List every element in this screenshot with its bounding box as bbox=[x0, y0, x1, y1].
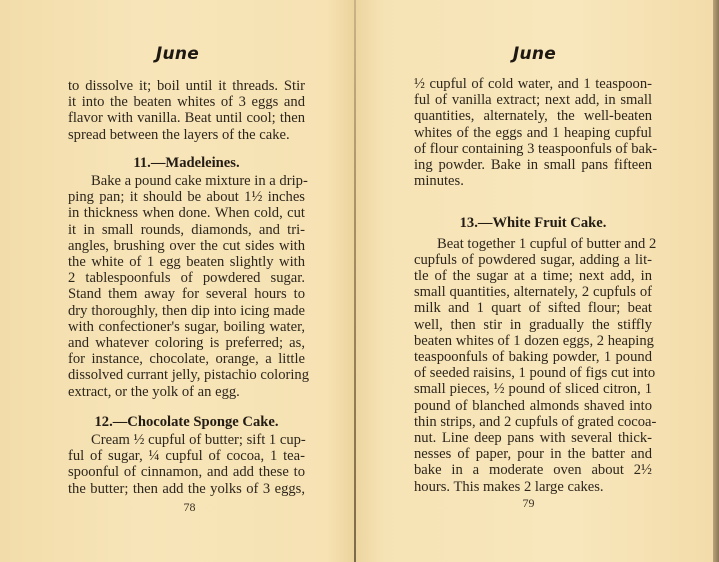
text-line: Bake a pound cake mixture in a drip- bbox=[91, 173, 308, 190]
text-line: teaspoonfuls of baking powder, 1 pound bbox=[414, 349, 652, 366]
recipe-title: 13.—White Fruit Cake. bbox=[459, 215, 607, 232]
text-line: small pieces, ½ pound of sliced citron, 1 bbox=[414, 381, 652, 398]
text-line: well, then stir in gradually the stiffly bbox=[414, 316, 652, 333]
text-line: flavor with vanilla. Beat until cool; then bbox=[68, 110, 305, 127]
text-line: ½ cupful of cold water, and 1 teaspoon- bbox=[414, 76, 652, 92]
text-line: beaten whites of 1 dozen eggs, 2 heaping bbox=[414, 332, 654, 349]
recipe-title: 11.—Madeleines. bbox=[133, 154, 240, 171]
text-line: it in small rounds, diamonds, and tri- bbox=[68, 221, 305, 238]
text-line: ping pan; it should be about 1½ inches bbox=[68, 189, 305, 206]
book-edge bbox=[713, 0, 719, 562]
text-line: cupfuls of powdered sugar, adding a lit- bbox=[414, 251, 652, 268]
text-line: extract, or the yolk of an egg. bbox=[68, 383, 240, 400]
text-line: to dissolve it; boil until it threads. Stir bbox=[68, 78, 305, 94]
text-line: bake in a moderate oven about 2½ bbox=[414, 462, 652, 479]
text-line: and whatever coloring is preferred; as, bbox=[68, 335, 305, 352]
running-header: June bbox=[512, 44, 557, 64]
text-line: ful of vanilla extract; next add, in small bbox=[414, 92, 652, 109]
text-line: Stand them away for several hours to bbox=[68, 286, 305, 303]
running-header: June bbox=[155, 44, 200, 64]
text-line: angles, brushing over the cut sides with bbox=[68, 237, 305, 254]
page-body bbox=[414, 76, 658, 495]
text-line: nesses of paper, pour in the batter and bbox=[414, 446, 652, 463]
text-line: it into the beaten whites of 3 eggs and bbox=[68, 94, 305, 111]
page-number: 78 bbox=[183, 500, 196, 514]
text-line: tle of the sugar at a time; next add, in bbox=[414, 268, 652, 285]
text-line: dry thoroughly, then dip into icing made bbox=[68, 302, 305, 319]
text-line: small quantities, alternately, 2 cupfuls of bbox=[414, 284, 652, 301]
right-page bbox=[356, 0, 713, 562]
text-line: whites of the eggs and 1 heaping cupful bbox=[414, 124, 652, 141]
text-line: spread between the layers of the cake. bbox=[68, 126, 290, 143]
page-number: 79 bbox=[522, 496, 535, 510]
recipe-title: 12.—Chocolate Sponge Cake. bbox=[94, 413, 279, 430]
text-line: thin strips, and 2 cupfuls of grated cocoa- bbox=[414, 413, 657, 430]
text-line: in thickness when done. When cold, cut bbox=[68, 205, 305, 222]
text-line: for instance, chocolate, orange, a little bbox=[68, 351, 305, 368]
text-line: hours. This makes 2 large cakes. bbox=[414, 478, 604, 495]
text-line: ful of sugar, ¼ cupful of cocoa, 1 tea- bbox=[68, 448, 305, 465]
text-line: spoonful of cinnamon, and add these to bbox=[68, 464, 305, 481]
text-line: Beat together 1 cupful of butter and 2 bbox=[437, 235, 657, 252]
text-line: of flour containing 3 teaspoonfuls of bak- bbox=[414, 140, 658, 157]
text-line: 2 tablespoonfuls of powdered sugar. bbox=[68, 270, 305, 287]
text-line: quantities, alternately, the well-beaten bbox=[414, 108, 652, 125]
text-line: of seeded raisins, 1 pound of figs cut into bbox=[414, 365, 656, 382]
left-page bbox=[0, 0, 355, 562]
text-line: Cream ½ cupful of butter; sift 1 cup- bbox=[91, 432, 306, 449]
text-line: the butter; then add the yolks of 3 eggs, bbox=[68, 480, 305, 497]
text-line: ing powder. Bake in small pans fifteen bbox=[414, 157, 652, 174]
text-line: dissolved currant jelly, pistachio coloring bbox=[68, 367, 310, 384]
text-line: minutes. bbox=[414, 173, 464, 190]
text-line: pound of blanched almonds shaved into bbox=[414, 397, 652, 414]
text-line: nut. Line deep pans with several thick- bbox=[414, 430, 652, 447]
text-line: with confectioner's sugar, boiling water, bbox=[68, 318, 305, 335]
text-line: the white of 1 egg beaten slightly with bbox=[68, 254, 305, 271]
text-line: milk and 1 quart of sifted flour; beat bbox=[414, 300, 652, 317]
page-body bbox=[68, 78, 310, 497]
